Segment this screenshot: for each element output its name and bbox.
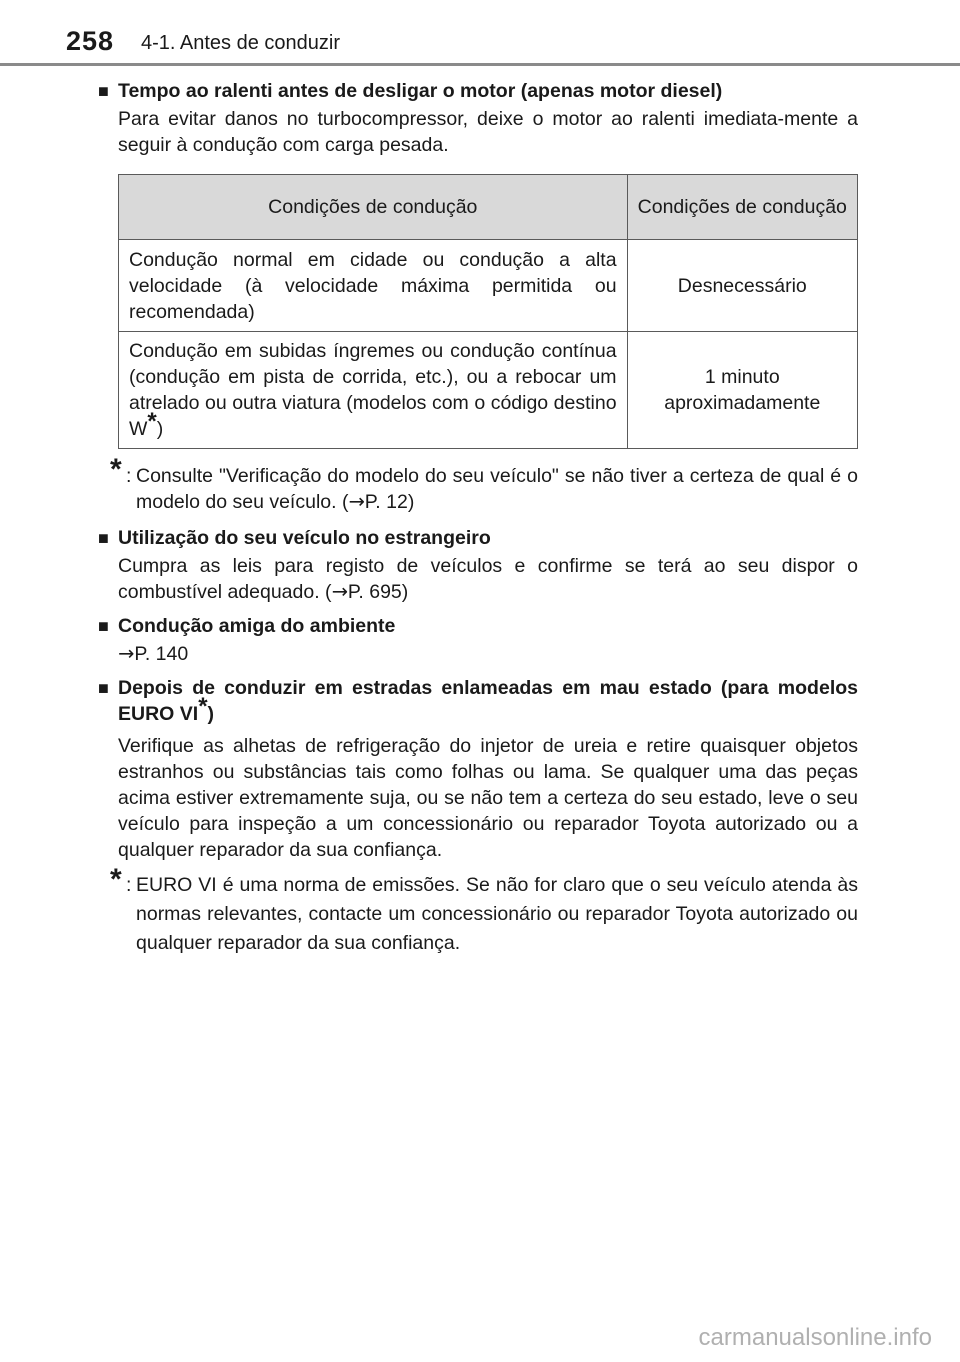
page-number: 258 xyxy=(66,26,115,56)
table-header-cell: Condições de condução xyxy=(119,175,628,240)
square-bullet-icon: ■ xyxy=(98,678,109,698)
body-text: Cumpra as leis para registo de veículos e confirme se terá ao seu dispor o combustível adequado. ( xyxy=(118,555,858,603)
footnote-colon: : xyxy=(126,465,132,487)
asterisk-icon: * xyxy=(110,863,122,896)
page-reference-link[interactable]: P. 12) xyxy=(364,491,415,513)
condition-text: Condução em subidas íngremes ou condução contínua (condução em pista de corrida, etc.), ou a rebocar um atrelado ou outra viatura (modelos com o código destino W xyxy=(129,340,617,440)
heading-text: Tempo ao ralenti antes de desligar o motor (apenas motor diesel) xyxy=(118,80,723,102)
section-body xyxy=(98,553,858,605)
page-content xyxy=(98,78,858,958)
square-bullet-icon: ■ xyxy=(98,81,109,101)
heading-text: Condução amiga do ambiente xyxy=(118,615,396,637)
section-body: Verifique as alhetas de refrigeração do injetor de ureia e retire quaisquer objetos estranhos ou substâncias tais como folhas ou lama. Se qualquer uma das peças acima estiver extremamente suja, ou se não tem a certeza do seu estado, leve o seu veículo para inspeção a um concessionário ou reparador Toyota autorizado ou a qualquer reparador da sua confiança. xyxy=(118,735,858,861)
table-cell-value xyxy=(627,332,857,449)
section-body xyxy=(98,641,858,667)
section-heading xyxy=(98,525,858,551)
square-bullet-icon: ■ xyxy=(98,528,109,548)
arrow-right-icon: → xyxy=(331,580,348,603)
condition-end: ) xyxy=(156,418,164,440)
section-abroad xyxy=(98,525,858,605)
header-divider xyxy=(0,63,960,66)
section-eco-driving xyxy=(98,613,858,667)
asterisk-icon: * xyxy=(110,453,122,486)
arrow-right-icon: → xyxy=(348,490,365,513)
table-cell-condition: Condução normal em cidade ou condução a alta velocidade (à velocidade máxima permitida ou recomendada) xyxy=(119,240,628,332)
table-row xyxy=(119,332,858,449)
section-heading xyxy=(98,675,858,727)
heading-text: Depois de conduzir em estradas enlameadas em mau estado (para modelos EURO VI xyxy=(118,677,858,725)
table-header-cell: Condições de condução xyxy=(627,175,857,240)
section-heading xyxy=(98,78,858,104)
footnote-text: EURO VI é uma norma de emissões. Se não for claro que o seu veículo atenda às normas relevantes, contacte um concessionário ou reparador Toyota autorizado ou qualquer reparador da sua confiança. xyxy=(136,874,858,954)
table-cell-condition xyxy=(119,332,628,449)
page-header xyxy=(0,0,960,64)
value-text: 1 minuto aproximadamente xyxy=(664,366,821,414)
page-reference-link[interactable]: P. 140 xyxy=(134,643,189,665)
asterisk-icon: * xyxy=(147,408,157,435)
footnote xyxy=(98,863,858,958)
chapter-title: 4-1. Antes de conduzir xyxy=(141,32,341,54)
watermark: carmanualsonline.info xyxy=(698,1324,932,1351)
footnote-colon: : xyxy=(126,874,132,896)
table-header-row xyxy=(119,175,858,240)
arrow-right-icon: → xyxy=(118,642,135,665)
page-reference-link[interactable]: P. 695) xyxy=(347,581,409,603)
section-body: Para evitar danos no turbocompressor, deixe o motor ao ralenti imediata-mente a seguir à condução com carga pesada. xyxy=(118,108,858,156)
section-heading xyxy=(98,613,858,639)
heading-text: Utilização do seu veículo no estrangeiro xyxy=(118,527,491,549)
section-muddy-roads xyxy=(98,675,858,958)
footnote xyxy=(98,453,858,515)
asterisk-icon: * xyxy=(198,693,208,720)
idle-time-table xyxy=(118,174,858,449)
square-bullet-icon: ■ xyxy=(98,616,109,636)
heading-end: ) xyxy=(207,703,215,725)
table-cell-value: Desnecessário xyxy=(627,240,857,332)
section-idle-time xyxy=(98,78,858,515)
footnote-text: Consulte "Verificação do modelo do seu veículo" se não tiver a certeza de qual é o modelo do seu veículo. ( xyxy=(136,465,858,513)
table-row xyxy=(119,240,858,332)
